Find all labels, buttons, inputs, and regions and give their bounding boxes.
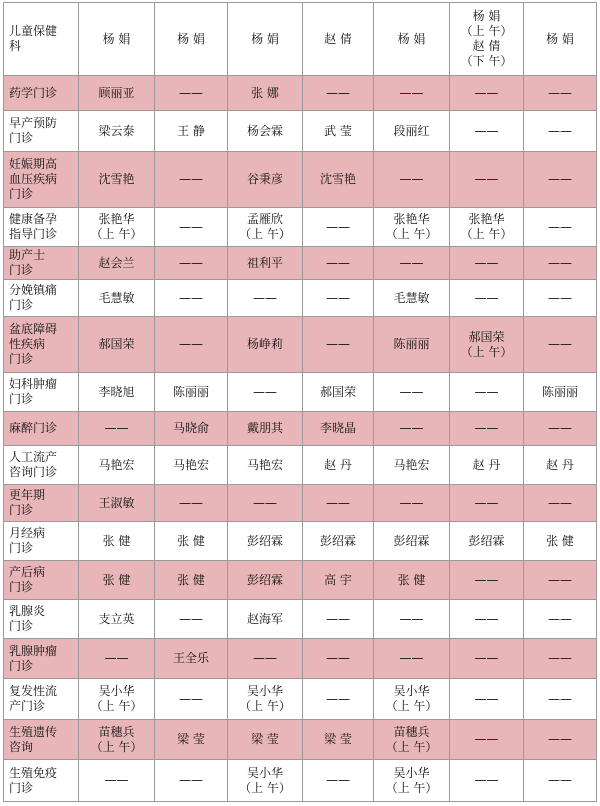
- doctor-cell: ——: [450, 111, 524, 152]
- table-row: [4, 446, 597, 485]
- doctor-cell: 陈丽丽: [374, 317, 450, 373]
- doctor-cell: ——: [155, 152, 228, 208]
- doctor-cell: ——: [450, 639, 524, 679]
- table-row: [4, 152, 597, 208]
- doctor-cell: 赵 丹: [450, 446, 524, 485]
- doctor-cell: ——: [450, 485, 524, 522]
- doctor-cell: ——: [450, 152, 524, 208]
- doctor-cell: ——: [303, 485, 374, 522]
- doctor-cell: 马艳宏: [374, 446, 450, 485]
- doctor-cell: ——: [450, 373, 524, 412]
- clinic-name-cell: 麻醉门诊: [4, 412, 79, 446]
- doctor-cell: ——: [374, 247, 450, 280]
- table-row: [4, 600, 597, 639]
- doctor-cell: ——: [524, 111, 597, 152]
- table-row: [4, 561, 597, 600]
- doctor-cell: 梁 莹: [155, 720, 228, 760]
- doctor-cell: 谷秉彦: [228, 152, 303, 208]
- doctor-cell: 张 健: [374, 561, 450, 600]
- clinic-name-cell: 复发性流 产门诊: [4, 679, 79, 720]
- doctor-cell: 梁云泰: [79, 111, 155, 152]
- doctor-cell: ——: [450, 412, 524, 446]
- doctor-cell: ——: [450, 600, 524, 639]
- table-row: [4, 412, 597, 446]
- doctor-cell: 顾丽亚: [79, 76, 155, 111]
- doctor-cell: 祖利平: [228, 247, 303, 280]
- doctor-cell: 张艳华 （上 午）: [374, 208, 450, 247]
- doctor-cell: ——: [524, 720, 597, 760]
- header-doctor-cell: 杨 娟: [79, 3, 155, 76]
- table-row: [4, 485, 597, 522]
- doctor-cell: ——: [524, 76, 597, 111]
- doctor-cell: ——: [303, 600, 374, 639]
- doctor-cell: 马艳宏: [79, 446, 155, 485]
- clinic-name-cell: 月经病 门诊: [4, 522, 79, 561]
- table-row: [4, 522, 597, 561]
- table-row: [4, 317, 597, 373]
- doctor-cell: 吴小华 （上 午）: [374, 679, 450, 720]
- doctor-cell: ——: [79, 639, 155, 679]
- doctor-cell: ——: [524, 412, 597, 446]
- doctor-cell: ——: [155, 679, 228, 720]
- doctor-cell: ——: [155, 247, 228, 280]
- clinic-name-cell: 产后病 门诊: [4, 561, 79, 600]
- doctor-cell: ——: [524, 639, 597, 679]
- clinic-name-cell: 健康备孕 指导门诊: [4, 208, 79, 247]
- header-doctor-cell: 赵 倩: [303, 3, 374, 76]
- table-row: [4, 720, 597, 760]
- doctor-cell: ——: [524, 760, 597, 802]
- doctor-cell: ——: [228, 639, 303, 679]
- doctor-cell: 毛慧敏: [79, 280, 155, 317]
- doctor-cell: ——: [524, 247, 597, 280]
- clinic-name-cell: 妊娠期高 血压疾病 门诊: [4, 152, 79, 208]
- doctor-cell: ——: [524, 280, 597, 317]
- table-row: [4, 76, 597, 111]
- doctor-cell: 赵 丹: [303, 446, 374, 485]
- doctor-cell: ——: [450, 720, 524, 760]
- doctor-cell: 张 健: [79, 522, 155, 561]
- doctor-cell: 郝国荣: [303, 373, 374, 412]
- doctor-cell: ——: [303, 639, 374, 679]
- doctor-cell: ——: [303, 280, 374, 317]
- doctor-cell: ——: [450, 76, 524, 111]
- doctor-cell: 武 莹: [303, 111, 374, 152]
- doctor-cell: 戴朋其: [228, 412, 303, 446]
- doctor-cell: 郝国荣: [79, 317, 155, 373]
- doctor-cell: 郝国荣 （上 午）: [450, 317, 524, 373]
- clinic-name-cell: 药学门诊: [4, 76, 79, 111]
- clinic-name-cell: 人工流产 咨询门诊: [4, 446, 79, 485]
- doctor-cell: 段丽红: [374, 111, 450, 152]
- clinic-schedule-table: [3, 2, 597, 802]
- header-department-cell: 儿童保健 科: [4, 3, 79, 76]
- table-row: [4, 760, 597, 802]
- doctor-cell: ——: [524, 152, 597, 208]
- doctor-cell: 张艳华 （上 午）: [79, 208, 155, 247]
- doctor-cell: 苗穗兵 （上 午）: [374, 720, 450, 760]
- doctor-cell: ——: [303, 76, 374, 111]
- doctor-cell: 王淑敏: [79, 485, 155, 522]
- doctor-cell: ——: [155, 760, 228, 802]
- doctor-cell: 毛慧敏: [374, 280, 450, 317]
- doctor-cell: 马晓俞: [155, 412, 228, 446]
- doctor-cell: ——: [374, 152, 450, 208]
- doctor-cell: ——: [374, 639, 450, 679]
- doctor-cell: ——: [303, 247, 374, 280]
- doctor-cell: ——: [228, 485, 303, 522]
- doctor-cell: 李晓晶: [303, 412, 374, 446]
- doctor-cell: 彭绍霖: [374, 522, 450, 561]
- doctor-cell: ——: [524, 317, 597, 373]
- clinic-name-cell: 盆底障碍 性疾病 门诊: [4, 317, 79, 373]
- doctor-cell: ——: [524, 679, 597, 720]
- clinic-name-cell: 分娩镇痛 门诊: [4, 280, 79, 317]
- doctor-cell: ——: [303, 208, 374, 247]
- doctor-cell: 张 健: [155, 522, 228, 561]
- doctor-cell: ——: [374, 412, 450, 446]
- table-row: [4, 280, 597, 317]
- doctor-cell: 陈丽丽: [524, 373, 597, 412]
- doctor-cell: 杨峥莉: [228, 317, 303, 373]
- doctor-cell: 杨会霖: [228, 111, 303, 152]
- doctor-cell: ——: [79, 412, 155, 446]
- doctor-cell: ——: [155, 208, 228, 247]
- doctor-cell: 孟雁欣 （上 午）: [228, 208, 303, 247]
- table-row: [4, 247, 597, 280]
- doctor-cell: ——: [79, 760, 155, 802]
- doctor-cell: ——: [374, 485, 450, 522]
- doctor-cell: 吴小华 （上 午）: [228, 760, 303, 802]
- doctor-cell: ——: [524, 485, 597, 522]
- doctor-cell: 张 健: [524, 522, 597, 561]
- clinic-name-cell: 早产预防 门诊: [4, 111, 79, 152]
- doctor-cell: 沈雪艳: [303, 152, 374, 208]
- doctor-cell: ——: [228, 373, 303, 412]
- clinic-name-cell: 助产士 门诊: [4, 247, 79, 280]
- doctor-cell: ——: [524, 561, 597, 600]
- header-doctor-cell: 杨 娟: [524, 3, 597, 76]
- doctor-cell: 吴小华 （上 午）: [228, 679, 303, 720]
- doctor-cell: 彭绍霖: [450, 522, 524, 561]
- doctor-cell: 高 宇: [303, 561, 374, 600]
- doctor-cell: ——: [303, 760, 374, 802]
- header-doctor-cell: 杨 娟 （上 午） 赵 倩 （下 午）: [450, 3, 524, 76]
- table-row: [4, 373, 597, 412]
- doctor-cell: ——: [155, 280, 228, 317]
- doctor-cell: 马艳宏: [228, 446, 303, 485]
- doctor-cell: 赵会兰: [79, 247, 155, 280]
- doctor-cell: ——: [228, 280, 303, 317]
- doctor-cell: ——: [303, 679, 374, 720]
- doctor-cell: 赵 丹: [524, 446, 597, 485]
- table-row: [4, 679, 597, 720]
- doctor-cell: 张 健: [79, 561, 155, 600]
- table-row: [4, 111, 597, 152]
- doctor-cell: ——: [374, 600, 450, 639]
- clinic-name-cell: 乳腺炎 门诊: [4, 600, 79, 639]
- doctor-cell: 彭绍霖: [303, 522, 374, 561]
- table-row: [4, 639, 597, 679]
- doctor-cell: ——: [524, 208, 597, 247]
- doctor-cell: ——: [155, 485, 228, 522]
- doctor-cell: 彭绍霖: [228, 561, 303, 600]
- header-doctor-cell: 杨 娟: [228, 3, 303, 76]
- doctor-cell: ——: [450, 247, 524, 280]
- doctor-cell: ——: [450, 679, 524, 720]
- clinic-name-cell: 乳腺肿瘤 门诊: [4, 639, 79, 679]
- doctor-cell: 陈丽丽: [155, 373, 228, 412]
- doctor-cell: 沈雪艳: [79, 152, 155, 208]
- doctor-cell: ——: [155, 76, 228, 111]
- clinic-name-cell: 生殖免疫 门诊: [4, 760, 79, 802]
- doctor-cell: 张 娜: [228, 76, 303, 111]
- doctor-cell: ——: [450, 280, 524, 317]
- doctor-cell: 张 健: [155, 561, 228, 600]
- doctor-cell: 支立英: [79, 600, 155, 639]
- doctor-cell: 李晓旭: [79, 373, 155, 412]
- doctor-cell: ——: [374, 373, 450, 412]
- doctor-cell: 吴小华 （上 午）: [79, 679, 155, 720]
- header-doctor-cell: 杨 娟: [155, 3, 228, 76]
- header-row: [4, 3, 597, 76]
- clinic-name-cell: 生殖遗传 咨询: [4, 720, 79, 760]
- doctor-cell: 苗穗兵 （上 午）: [79, 720, 155, 760]
- doctor-cell: 王 静: [155, 111, 228, 152]
- doctor-cell: 赵海军: [228, 600, 303, 639]
- doctor-cell: 张艳华 （上 午）: [450, 208, 524, 247]
- doctor-cell: 彭绍霖: [228, 522, 303, 561]
- doctor-cell: 吴小华 （上 午）: [374, 760, 450, 802]
- doctor-cell: 马艳宏: [155, 446, 228, 485]
- clinic-name-cell: 更年期 门诊: [4, 485, 79, 522]
- doctor-cell: ——: [155, 600, 228, 639]
- clinic-name-cell: 妇科肿瘤 门诊: [4, 373, 79, 412]
- doctor-cell: ——: [155, 317, 228, 373]
- doctor-cell: ——: [303, 317, 374, 373]
- doctor-cell: ——: [524, 600, 597, 639]
- doctor-cell: ——: [450, 561, 524, 600]
- table-row: [4, 208, 597, 247]
- doctor-cell: ——: [450, 760, 524, 802]
- doctor-cell: ——: [374, 76, 450, 111]
- doctor-cell: 梁 莹: [303, 720, 374, 760]
- header-doctor-cell: 杨 娟: [374, 3, 450, 76]
- doctor-cell: 梁 莹: [228, 720, 303, 760]
- doctor-cell: 王全乐: [155, 639, 228, 679]
